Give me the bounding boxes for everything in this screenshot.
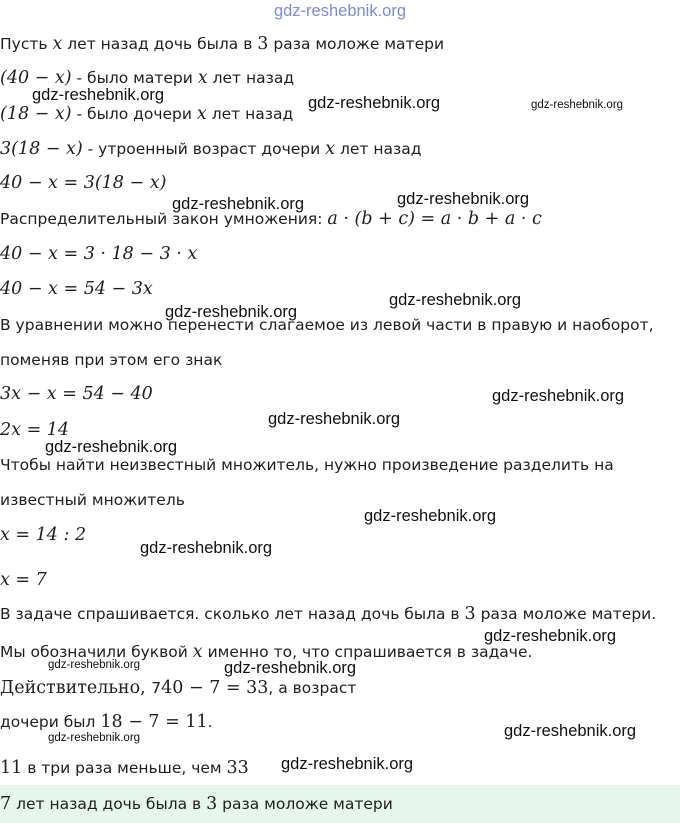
text-line: В задаче спрашивается. сколько лет назад дочь была в 3 раза моложе матери.	[0, 604, 657, 624]
text-line: Чтобы найти неизвестный множитель, нужно произведение разделить на	[0, 456, 614, 474]
watermark: gdz-reshebnik.org	[484, 627, 617, 645]
text-line: Действительно, 740 − 7 = 33, а возраст	[0, 678, 357, 698]
equation: 2x = 14	[0, 420, 70, 440]
equation: x = 14 : 2	[0, 525, 87, 545]
text-line: дочери был 18 − 7 = 11.	[0, 712, 213, 732]
text-line: Распределительный закон умножения: a · (b + c) = a · b + a · c	[0, 209, 542, 229]
text-line: 3(18 − x) - утроенный возраст дочери x лет назад	[0, 139, 422, 159]
text-line: Мы обозначили буквой x именно то, что спрашивается в задаче.	[0, 642, 533, 662]
watermark: gdz-reshebnik.org	[492, 387, 625, 405]
watermark: gdz-reshebnik.org	[389, 291, 522, 309]
answer-box	[0, 785, 680, 823]
equation: 40 − x = 3(18 − x)	[0, 173, 167, 193]
equation: 40 − x = 54 − 3x	[0, 279, 153, 299]
watermark: gdz-reshebnik.org	[308, 94, 441, 112]
watermark: gdz-reshebnik.org	[504, 722, 637, 740]
text-line: 11 в три раза меньше, чем 33	[0, 758, 249, 778]
watermark: gdz-reshebnik.org	[165, 303, 298, 321]
watermark: gdz-reshebnik.org	[531, 99, 624, 111]
watermark: gdz-reshebnik.org	[32, 86, 165, 104]
watermark: gdz-reshebnik.org	[172, 195, 305, 213]
text-line: (18 − x) - было дочери x лет назад	[0, 104, 294, 124]
watermark: gdz-reshebnik.org	[397, 190, 530, 208]
text-line: В уравнении можно перенести слагаемое из левой части в правую и наоборот,	[0, 316, 654, 334]
text-line: известный множитель	[0, 491, 185, 509]
watermark: gdz-reshebnik.org	[48, 732, 141, 744]
text-line: Пусть x лет назад дочь была в 3 раза моложе матери	[0, 34, 445, 54]
watermark: gdz-reshebnik.org	[364, 507, 497, 525]
text-line: поменяв при этом его знак	[0, 351, 223, 369]
answer-text: 7 лет назад дочь была в 3 раза моложе матери	[0, 794, 393, 814]
equation: x = 7	[0, 570, 47, 590]
watermark: gdz-reshebnik.org	[224, 659, 357, 677]
watermark: gdz-reshebnik.org	[48, 659, 141, 671]
watermark: gdz-reshebnik.org	[268, 410, 401, 428]
equation: 40 − x = 3 · 18 − 3 · x	[0, 244, 198, 264]
equation: 3x − x = 54 − 40	[0, 384, 153, 404]
watermark: gdz-reshebnik.org	[45, 438, 178, 456]
watermark: gdz-reshebnik.org	[281, 755, 414, 773]
text-line: (40 − x) - было матери x лет назад	[0, 68, 295, 88]
watermark-top[interactable]: gdz-reshebnik.org	[273, 2, 407, 20]
watermark: gdz-reshebnik.org	[140, 539, 273, 557]
